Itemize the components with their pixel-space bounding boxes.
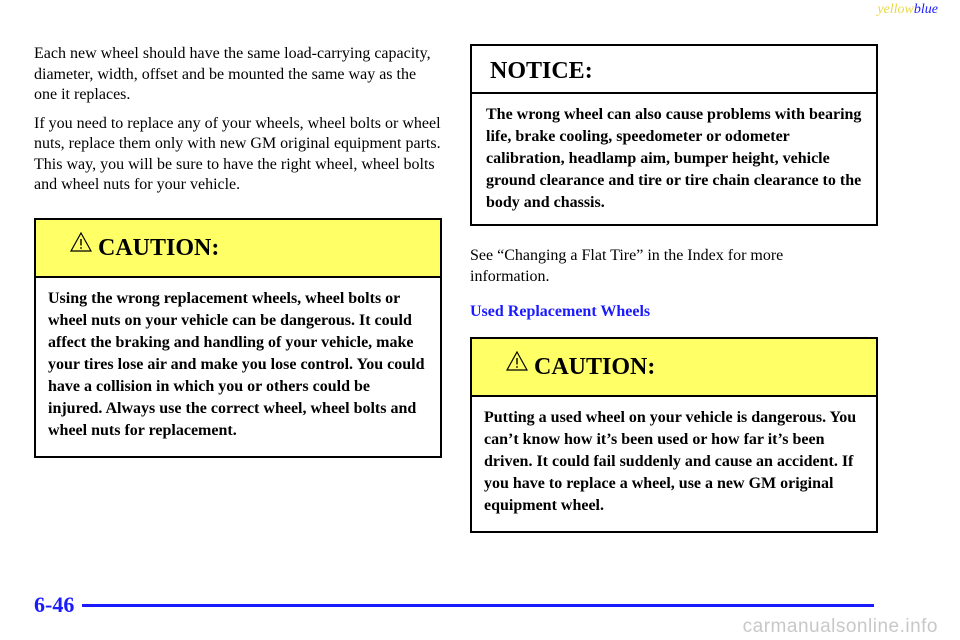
footer-rule (82, 604, 874, 607)
right-column (470, 44, 878, 533)
caution-header (36, 220, 440, 278)
paragraph-wheel-requirements: Each new wheel should have the same load-carrying capacity, diameter, width, offset and be mounted the same way as the one it replaces. (34, 45, 431, 103)
paragraph-replacement-parts: If you need to replace any of your wheels, wheel bolts or wheel nuts, replace them only with new GM original equipment parts. This way, you will be sure to have the right wheel, wheel bolts and wheel nuts for your vehicle. (34, 114, 441, 193)
header-tag-yellow: yellow (877, 2, 914, 17)
section-heading-used-wheels: Used Replacement Wheels (470, 303, 651, 320)
page-number: 6-46 (34, 592, 75, 617)
caution-title: CAUTION: (98, 234, 220, 261)
notice-header (472, 46, 876, 94)
warning-triangle-icon (506, 351, 528, 371)
notice-box (470, 44, 878, 226)
caution-box-used-wheels (470, 337, 878, 533)
watermark: carmanualsonline.info (742, 616, 938, 637)
left-column (34, 44, 442, 458)
header-tag-blue: blue (913, 2, 938, 17)
warning-triangle-icon (70, 232, 92, 252)
paragraph-see-index: See “Changing a Flat Tire” in the Index for more information. (470, 247, 784, 285)
header-color-tag (877, 2, 938, 18)
notice-title: NOTICE: (490, 58, 593, 84)
notice-text: The wrong wheel can also cause problems with bearing life, brake cooling, speedometer or odometer calibration, headlamp aim, bumper height, vehicle ground clearance and tire or tire chain clearance to the body and chassis. (486, 106, 862, 211)
caution-box-wrong-wheels (34, 218, 442, 458)
caution-header (472, 339, 876, 397)
caution-text: Using the wrong replacement wheels, wheel bolts or wheel nuts on your vehicle can be dangerous. It could affect the braking and handling of your vehicle, make your tires lose air and make you lose control. You could have a collision in which you or others could be injured. Always use the correct wheel, wheel bolts and wheel nuts for replacement. (48, 289, 425, 439)
caution-title: CAUTION: (534, 354, 656, 380)
caution-text: Putting a used wheel on your vehicle is dangerous. You can’t know how it’s been used or how far it’s been driven. It could fail suddenly and cause an accident. If you have to replace a wheel, use a new GM original equipment wheel. (484, 409, 857, 514)
